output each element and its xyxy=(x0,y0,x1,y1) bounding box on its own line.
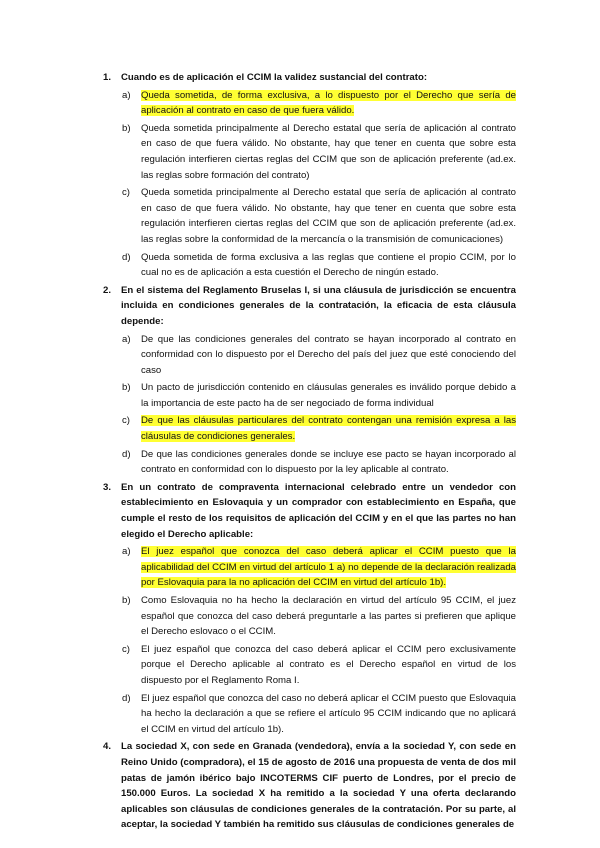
question-text: En un contrato de compraventa internacional celebrado entre un vendedor con establecimiento en Eslovaquia y un comprador con establecimiento en España, que cumple el resto de los requisitos de aplicación del CCIM y en el que las partes no han elegido el Derecho aplicable: xyxy=(121,481,516,540)
question-text: En el sistema del Reglamento Bruselas I, si una cláusula de jurisdicción se encuentra incluida en condiciones generales de la contratación, la eficacia de esta cláusula depende: xyxy=(121,284,516,327)
question-text: La sociedad X, con sede en Granada (vendedora), envía a la sociedad Y, con sede en Reino Unido (compradora), el 15 de agosto de 2016 una propuesta de venta de dos mil patas de jamón ibérico bajo INCOTERMS CIF puerto de Londres, por el precio de 150.000 Euros. La sociedad X ha remitido a la sociedad Y una oferta declarando aplicables son cláusulas de condiciones generales de la contratación. Por su parte, al aceptar, la sociedad Y también ha remitido sus cláusulas de condiciones generales de xyxy=(121,741,516,831)
option-text: El juez español que conozca del caso deberá aplicar el CCIM pero exclusivamente porque el Derecho aplicable al contrato es el Derecho español en virtud de los dispuesto por el Reglamento Roma I. xyxy=(141,643,516,686)
option-letter: c) xyxy=(122,187,130,199)
question-number: 3. xyxy=(103,481,112,493)
answer-option xyxy=(121,642,516,689)
option-letter: d) xyxy=(122,251,131,263)
option-text: Un pacto de jurisdicción contenido en cláusulas generales es inválido porque debido a la importancia de este pacto ha de ser negociado de forma individual xyxy=(141,382,516,409)
option-letter: b) xyxy=(122,595,131,606)
option-letter: d) xyxy=(122,448,131,460)
option-letter: d) xyxy=(122,692,131,704)
option-text: Queda sometida principalmente al Derecho estatal que sería de aplicación al contrato en caso de que fuera válido. No obstante, hay que tener en cuenta que sobre esta regulación interfieren ciertas reglas del CCIM que son de aplicación preferente (ad.ex. las reglas sobre formación del contrato) xyxy=(141,122,516,181)
option-text: De que las condiciones generales del contrato se hayan incorporado al contrato en conformidad con lo dispuesto por el Derecho del país del juez que esté conociendo del caso xyxy=(141,333,516,376)
option-text: Queda sometida de forma exclusiva a las reglas que contiene el propio CCIM, por lo cual no es de aplicación a esta cuestión el Derecho de ningún estado. xyxy=(141,251,516,279)
option-letter: a) xyxy=(122,89,131,101)
option-letter: c) xyxy=(122,643,130,655)
option-text: De que las condiciones generales donde se incluye ese pacto se hayan incorporado al contrato en conformidad con lo dispuesto por la ley aplicable al contrato. xyxy=(141,448,516,476)
option-text-highlighted: El juez español que conozca del caso deberá aplicar el CCIM puesto que la aplicabilidad del CCIM en virtud del artículo 1 a) no depende de la declaración realizada por Eslovaquia para la no aplicación del CCIM en virtud del artículo 1b). xyxy=(141,546,516,589)
answer-option xyxy=(121,185,516,247)
option-letter: c) xyxy=(122,415,130,427)
option-text: Como Eslovaquia no ha hecho la declaración en virtud del artículo 95 CCIM, el juez español que conozca del caso deberá preguntarle a las partes si prefieren que aplique el Derecho eslovaco o el CCIM. xyxy=(141,595,516,638)
answer-option xyxy=(121,413,516,444)
answer-option xyxy=(121,121,516,183)
answer-option xyxy=(121,691,516,738)
option-letter: a) xyxy=(122,546,131,558)
option-text: Queda sometida principalmente al Derecho estatal que sería de aplicación al contrato en caso de que fuera válido. No obstante, hay que tener en cuenta que sobre esta regulación interfieren ciertas reglas del CCIM que son de aplicación preferente (ad.ex. las reglas sobre la conformidad de la mercancía o la transmisión de comunicaciones) xyxy=(141,187,516,245)
question-number: 2. xyxy=(103,284,112,296)
answer-option xyxy=(121,332,516,379)
answer-option xyxy=(121,544,516,591)
question-2 xyxy=(103,283,516,478)
answer-option xyxy=(121,447,516,478)
answer-option xyxy=(121,593,516,640)
question-number: 4. xyxy=(103,741,112,753)
option-text-highlighted: De que las cláusulas particulares del contrato contengan una remisión expresa a las cláusulas de condiciones generales. xyxy=(141,415,516,443)
question-3 xyxy=(103,480,516,738)
answer-option xyxy=(121,250,516,281)
option-text: El juez español que conozca del caso no deberá aplicar el CCIM puesto que Eslovaquia ha hecho la declaración a que se refiere el artículo 95 CCIM indicando que no aplicará el CCIM en virtud del artículo 1b). xyxy=(141,692,516,735)
answer-option xyxy=(121,380,516,411)
option-letter: a) xyxy=(122,333,131,345)
question-number: 1. xyxy=(103,72,112,83)
option-letter: b) xyxy=(122,382,131,394)
option-text-highlighted: Queda sometida, de forma exclusiva, a lo dispuesto por el Derecho que sería de aplicación al contrato en caso de que fuera válido. xyxy=(141,89,516,117)
option-letter: b) xyxy=(122,122,131,134)
question-text: Cuando es de aplicación el CCIM la validez sustancial del contrato: xyxy=(121,72,428,83)
question-1 xyxy=(103,70,516,281)
question-4 xyxy=(103,739,516,833)
answer-option xyxy=(121,88,516,119)
